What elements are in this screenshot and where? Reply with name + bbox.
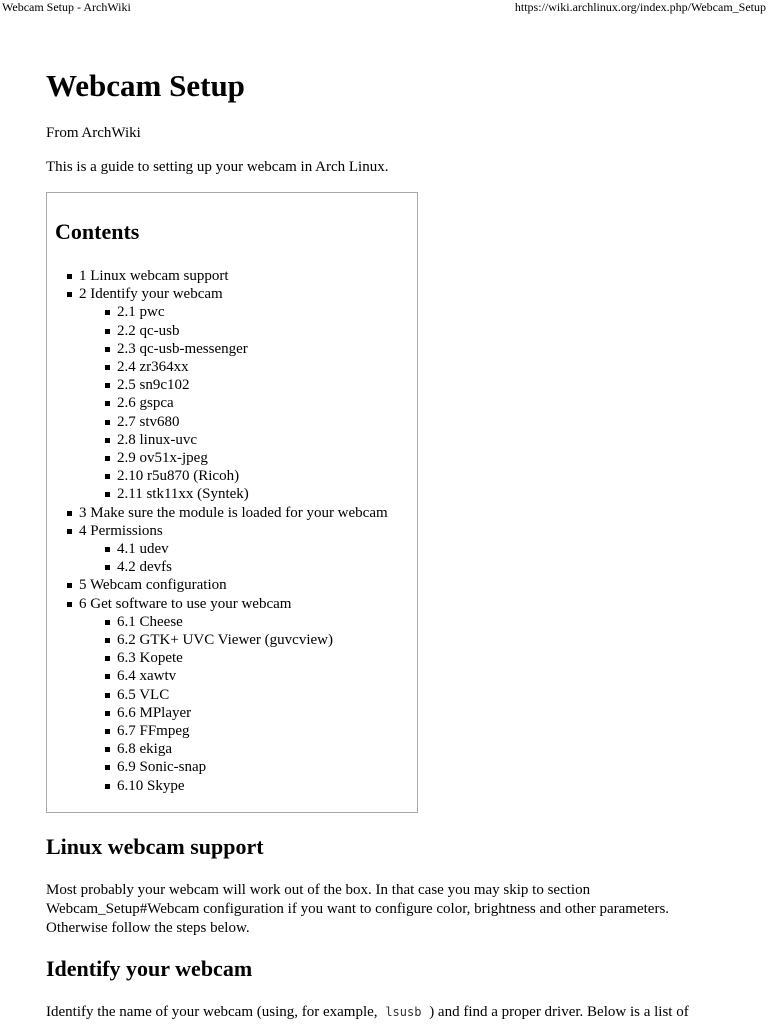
print-url: https://wiki.archlinux.org/index.php/Webcam_Setup — [514, 0, 766, 14]
toc-subitem — [117, 303, 388, 321]
inline-code: lsusb — [385, 1005, 422, 1019]
bullet-icon — [105, 784, 110, 789]
toc-link[interactable]: 2.5 sn9c102 — [117, 377, 190, 394]
toc-link[interactable]: 4 Permissions — [79, 522, 163, 539]
toc-link[interactable]: 2.1 pwc — [117, 304, 165, 321]
toc-subitem — [117, 358, 388, 376]
toc-subitem — [117, 613, 388, 631]
paragraph-text: ) and find a proper driver. Below is a list of — [429, 1004, 689, 1020]
toc-item — [79, 522, 388, 540]
toc-link[interactable]: 6.4 xawtv — [117, 668, 177, 685]
toc-subitem — [117, 704, 388, 722]
bullet-icon — [67, 583, 72, 588]
bullet-icon — [105, 420, 110, 425]
bullet-icon — [105, 329, 110, 334]
toc-link[interactable]: 2.7 stv680 — [117, 413, 180, 430]
toc-link[interactable]: 2.10 r5u870 (Ricoh) — [117, 468, 240, 485]
bullet-icon — [105, 492, 110, 497]
intro-paragraph: This is a guide to setting up your webcam in Arch Linux. — [46, 159, 389, 175]
print-header — [0, 0, 768, 16]
toc-subitem — [117, 376, 388, 394]
toc-subitem — [117, 667, 388, 685]
toc-subitem — [117, 777, 388, 795]
toc-link[interactable]: 4.2 devfs — [117, 559, 172, 576]
toc-sublist — [79, 540, 388, 576]
toc-subitem — [117, 740, 388, 758]
bullet-icon — [105, 747, 110, 752]
toc-subitem — [117, 722, 388, 740]
toc-link[interactable]: 2.2 qc-usb — [117, 322, 180, 339]
bullet-icon — [105, 310, 110, 315]
toc-link[interactable]: 6.2 GTK+ UVC Viewer (guvcview) — [117, 632, 333, 649]
toc-link[interactable]: 2.9 ov51x-jpeg — [117, 450, 208, 467]
toc-subitem — [117, 431, 388, 449]
toc-sublist — [79, 303, 388, 503]
bullet-icon — [105, 565, 110, 570]
section-heading-linux-webcam-support: Linux webcam support — [46, 834, 264, 859]
page-title: Webcam Setup — [46, 68, 245, 103]
bullet-icon — [67, 529, 72, 534]
toc-link[interactable]: 2.8 linux-uvc — [117, 431, 197, 448]
bullet-icon — [105, 547, 110, 552]
bullet-icon — [105, 638, 110, 643]
toc-link[interactable]: 2.3 qc-usb-messenger — [117, 340, 248, 357]
toc-link[interactable]: 6.7 FFmpeg — [117, 723, 190, 740]
bullet-icon — [105, 674, 110, 679]
toc-subitem — [117, 322, 388, 340]
toc-item — [79, 267, 388, 285]
print-page-title: Webcam Setup - ArchWiki — [2, 0, 131, 14]
toc-link[interactable]: 2 Identify your webcam — [79, 286, 223, 303]
bullet-icon — [67, 511, 72, 516]
toc-link[interactable]: 2.4 zr364xx — [117, 359, 189, 376]
bullet-icon — [105, 656, 110, 661]
toc-link[interactable]: 3 Make sure the module is loaded for your webcam — [79, 504, 388, 521]
section-heading-identify-your-webcam: Identify your webcam — [46, 956, 253, 981]
bullet-icon — [105, 765, 110, 770]
toc-item — [79, 285, 388, 303]
bullet-icon — [105, 401, 110, 406]
section-paragraph — [46, 1003, 736, 1022]
toc-subitem — [117, 485, 388, 503]
toc-list — [79, 267, 388, 795]
toc-link[interactable]: 6.1 Cheese — [117, 613, 183, 630]
toc-title: Contents — [55, 219, 140, 244]
toc-subitem — [117, 631, 388, 649]
toc-link[interactable]: 2.11 stk11xx (Syntek) — [117, 486, 249, 503]
toc-link[interactable]: 1 Linux webcam support — [79, 268, 229, 284]
toc-link[interactable]: 4.1 udev — [117, 541, 169, 558]
toc-link[interactable]: 2.6 gspca — [117, 395, 174, 412]
toc-item — [79, 576, 388, 594]
toc-link[interactable]: 6.8 ekiga — [117, 741, 172, 758]
toc-link[interactable]: 6.10 Skype — [117, 777, 185, 794]
bullet-icon — [67, 292, 72, 297]
toc-subitem — [117, 413, 388, 431]
bullet-icon — [105, 456, 110, 461]
bullet-icon — [105, 729, 110, 734]
toc-subitem — [117, 558, 388, 576]
bullet-icon — [105, 620, 110, 625]
toc-link[interactable]: 6.9 Sonic-snap — [117, 759, 207, 776]
bullet-icon — [105, 474, 110, 479]
paragraph-line: Webcam_Setup#Webcam configuration if you want to configure color, brightness and other parameters. — [46, 901, 670, 917]
toc-sublist — [79, 613, 388, 795]
toc-subitem — [117, 686, 388, 704]
toc-subitem — [117, 758, 388, 776]
table-of-contents — [46, 192, 418, 813]
bullet-icon — [105, 347, 110, 352]
toc-link[interactable]: 6.6 MPlayer — [117, 704, 192, 721]
toc-item — [79, 595, 388, 613]
bullet-icon — [105, 365, 110, 370]
bullet-icon — [67, 602, 72, 607]
paragraph-line: Most probably your webcam will work out of the box. In that case you may skip to section — [46, 882, 591, 898]
bullet-icon — [67, 274, 72, 279]
toc-link[interactable]: 6.5 VLC — [117, 686, 170, 703]
bullet-icon — [105, 383, 110, 388]
toc-subitem — [117, 449, 388, 467]
site-subtitle: From ArchWiki — [46, 125, 141, 141]
toc-subitem — [117, 394, 388, 412]
toc-subitem — [117, 340, 388, 358]
paragraph-line: Otherwise follow the steps below. — [46, 920, 250, 936]
section-paragraph — [46, 881, 736, 938]
toc-subitem — [117, 540, 388, 558]
toc-link[interactable]: 6.3 Kopete — [117, 650, 183, 667]
paragraph-text: Identify the name of your webcam (using, for example, — [46, 1004, 378, 1020]
bullet-icon — [105, 693, 110, 698]
toc-link[interactable]: 5 Webcam configuration — [79, 577, 227, 594]
bullet-icon — [105, 438, 110, 443]
toc-link[interactable]: 6 Get software to use your webcam — [79, 595, 292, 612]
toc-subitem — [117, 649, 388, 667]
bullet-icon — [105, 711, 110, 716]
toc-item — [79, 504, 388, 522]
toc-subitem — [117, 467, 388, 485]
